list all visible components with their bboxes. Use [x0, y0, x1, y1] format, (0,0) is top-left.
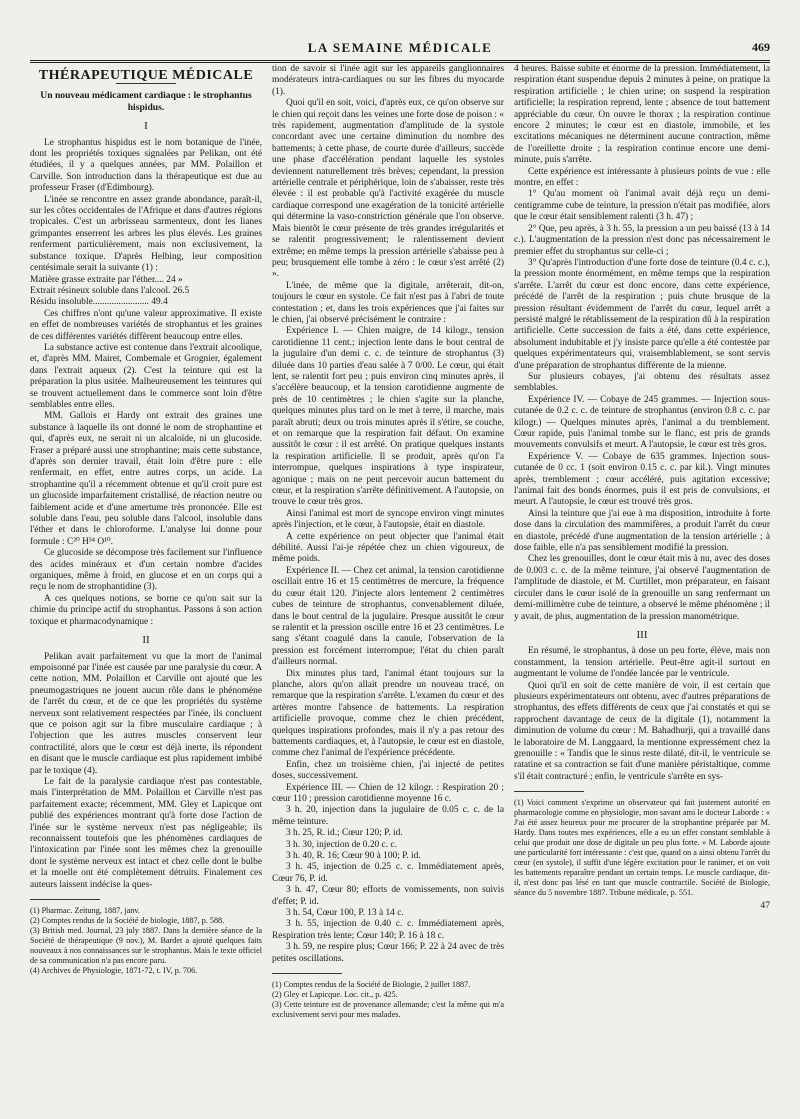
composition-line: Résidu insoluble........................ 49.4	[30, 297, 168, 308]
footnote: (2) Comptes rendus de la Société de biologie, 1887, p. 588.	[30, 916, 225, 926]
paragraph: Cette expérience est intéressante à plusieurs points de vue : elle montre, en effet :	[514, 166, 770, 189]
log-entry: 3 h. 20, injection dans la jugulaire de 0.05 c. c. de la même teinture.	[272, 805, 504, 827]
log-entry: 3 h. 45, injection de 0.25 c. c. Immédiatement après, Cœur 76, P. id.	[272, 862, 504, 884]
paragraph: Chez les grenouilles, dont le cœur était mis à nu, avec des doses de 0.003 c. c. de la même teinture, j'ai observé l'augmentation de l'amplitude de diastole, et M. Curtillet, mon préparateur, en faisant circuler dans le cœur isolé de la grenouille un sang renfermant un demi-millimètre cube de teinture, a observé le même phénomène ; il y avait, de plus, augmentation de la pression manométrique.	[514, 554, 770, 622]
section-number: III	[636, 628, 648, 641]
footnote: (1) Comptes rendus de la Société de Biologie, 2 juillet 1887.	[272, 980, 471, 990]
paragraph: Enfin, chez un troisième chien, j'ai injecté de petites doses, successivement.	[272, 759, 504, 782]
column-1	[30, 64, 262, 1084]
paragraph: Dix minutes plus tard, l'animal étant toujours sur la planche, alors qu'on allait prendre un nouveau tracé, on remarque que la respiration s'arrête. L'examen du cœur et des artères montre l'absence de battements. La respiration artificielle provoque, comme chez le chien précédent, quelques inspirations profondes, mais il n'y a pas retour des battements cardiaques, et, à l'autopsie, le cœur est en diastole, comme chez l'animal de l'expérience précédente.	[272, 668, 504, 759]
paragraph: 4 heures. Baisse subite et énorme de la pression. Immédiatement, la respiration étant suspendue depuis 2 minutes à peine, on pratique la respiration artificielle ; le chien urine; on suspend la respiration artificielle; la respiration reprend, lente ; absence de tout battement appréciable du cœur. On ouvre le thorax ; la respiration continue encore 2 minutes; le cœur est en diastole, immobile, et les excitations mécaniques ne déterminent aucune contraction, même de l'oreillette droite ; la respiration continue encore une demi-minute, puis s'arrête.	[514, 64, 770, 166]
experiment-paragraph: Expérience IV. — Cobaye de 245 grammes. — Injection sous-cutanée de 0.2 c. c. de teinture de strophantus (environ 0.8 c. c. par kilogr.) — Quelques minutes après, l'animal a du tremblement. Cœur rapide, puis l'animal tombe sur le flanc, est pris de grands mouvements convulsifs et meurt. A l'autopsie, le cœur est très gros.	[514, 394, 770, 451]
section-number: I	[144, 120, 148, 133]
header-rule-double	[30, 62, 770, 63]
footnote: (1) Voici comment s'exprime un observateur qui fait justement autorité en pharmacologie comme en physiologie, mon savant ami le docteur Laborde : « J'ai été assez heureux pour me procurer de la strophantine préparée par M. Hardy. Dans toutes mes expériences, elle a eu un effet constant semblable à celui que produit une dose de digitale un peu plus forte. » M. Laborde ajoute une particularité fort intéressante : c'est que, quand on a ainsi obtenu l'arrêt du cœur (en systole), il suffit d'une légère excitation pour le ranimer, et on voit les battements reparaître pendant un certain temps. Le muscle cardiaque, dit-il, n'est donc pas lésé en tant que muscle contractile. Société de Biologie, séance du 5 novembre 1887. Tribune médicale, p. 551.	[514, 798, 770, 898]
experiment-paragraph: Expérience III. — Chien de 12 kilogr. : Respiration 20 ; cœur 110 ; pression carotidienne moyenne 16 c.	[272, 782, 504, 804]
paragraph: tion de savoir si l'inée agit sur les appareils ganglionnaires modérateurs intra-cardiaques ou sur les fibres du myocarde (1).	[272, 64, 504, 97]
paragraph: L'inée se rencontre en assez grande abondance, paraît-il, sur les côtes occidentales de l'Afrique et dans d'autres régions tropicales. C'est un arbrisseau sarmenteux, dont les lianes grimpantes enserrent les arbres les plus élevés. Les graines renferment particulièrement, mais non exclusivement, la substance toxique. D'après Helbing, leur composition centésimale serait la suivante (1) :	[30, 194, 262, 274]
paragraph: Ainsi la teinture que j'ai eue à ma disposition, introduite à forte dose dans la circulation des mammifères, a produit l'arrêt du cœur en diastole, précédé d'une augmentation de la tension artérielle ; à dose faible, elle n'a pas sensiblement modifié la pression.	[514, 508, 770, 554]
section-title: THÉRAPEUTIQUE MÉDICALE	[38, 68, 254, 83]
footnote: (1) Pharmac. Zeitung, 1887, janv.	[30, 906, 140, 916]
column-3	[514, 64, 770, 1084]
footnote-rule	[30, 899, 100, 900]
paragraph: Sur plusieurs cobayes, j'ai obtenu des résultats assez semblables.	[514, 371, 770, 394]
section-number: II	[142, 634, 150, 647]
paragraph: Ainsi l'animal est mort de syncope environ vingt minutes après l'injection, et le cœur, à l'autopsie, était en diastole.	[272, 508, 504, 531]
log-entry: 3 h. 25, R. id.; Cœur 120; P. id.	[286, 828, 403, 839]
paragraph: Quoi qu'il en soit de cette manière de voir, il est certain que plusieurs expérimentateurs ont obtenu, avec d'autres préparations de strophantus, des effets différents de ceux que j'ai constatés et qui se rapprochent davantage de ceux de la digitale (1), notamment la diminution de volume du cœur : M. Bahadhurji, qui a travaillé dans le laboratoire de M. Langgaard, la mentionne expressément chez la grenouille : « Tandis que le sinus reste dilaté, dit-il, le ventricule se ratatine et sa contraction se fait d'une manière péristaltique, comme s'il était contracturé ; enfin, le ventricule s'arrête en sys-	[514, 680, 770, 782]
footnote-rule	[272, 973, 342, 974]
composition-line: Matière grasse extraite par l'éther.... 24 »	[30, 274, 183, 285]
paragraph: A cette expérience on peut objecter que l'animal était débilité. Aussi l'ai-je répétée chez un chien vigoureux, de même poids.	[272, 531, 504, 565]
signature-number: 47	[760, 900, 770, 912]
header-rule	[30, 60, 770, 61]
log-entry: 3 h. 55, injection de 0.40 c. c. Immédiatement après, Respiration très lente; Cœur 140; P. 16 à 18 c.	[272, 919, 504, 941]
footnote: (3) Cette teinture est de provenance allemande; c'est la même qui m'a exclusivement servi pour mes malades.	[272, 1000, 504, 1020]
footnote: (2) Gley et Lapicque. Loc. cit., p. 425.	[272, 990, 398, 1000]
log-entry: 3 h. 30, injection de 0.20 c. c.	[286, 839, 397, 850]
paragraph: A ces quelques notions, se borne ce qu'on sait sur la chimie du principe actif du strophantus. Passons à son action toxique et pharmacodynamique :	[30, 593, 262, 627]
paragraph: L'inée, de même que la digitale, arrêterait, dit-on, toujours le cœur en systole. Ce fait n'est pas à l'abri de toute contestation ; et, dans les trois expériences que j'ai faites sur le chien, j'ai observé précisément le contraire :	[272, 280, 504, 325]
paragraph: Pelikan avait parfaitement vu que la mort de l'animal empoisonné par l'inée est causée par une paralysie du cœur. A cette notion, MM. Polaillon et Carville ont ajouté que les pneumogastriques ne jouent aucun rôle dans le phénomène de l'arrêt du cœur, et de ce que les propriétés du système nerveux sont relativement respectées par l'inée, ils concluent que ce poison agit sur la fibre musculaire cardiaque ; à l'objection que les autres muscles conservent leur contractilité, alors que le cœur est déjà inerte, ils répondent en disant que le muscle cardiaque est plus rapidement imbibé par le toxique (4).	[30, 651, 262, 776]
experiment-paragraph: Expérience I. — Chien maigre, de 14 kilogr., tension carotidienne 11 cent.; injection lente dans le bout central de la jugulaire d'un demi c. c. de teinture de strophantus (3) diluée dans 10 parties d'eau salée à 7 0/00. Le cœur, qui était lent, se ralentit fort peu ; puis environ cinq minutes après, il s'accélère beaucoup, et la tension carotidienne augmente de près de 10 centimètres ; le chien s'agite sur la planche, quelques minutes plus tard on le met à terre, il marche, mais paraît abruti; deux ou trois minutes après il s'étire, se couche, et on remarque que la respiration fait défaut. On examine aussitôt le cœur : il est arrêté. On pratique quelques instants la respiration artificielle. Il se produit, après qu'on l'a interrompue, quelques inspirations à type inspirateur, agonique ; mais on ne peut percevoir aucun battement du cœur, et la respiration s'arrête définitivement. A l'autopsie, on trouve le cœur très gros.	[272, 326, 504, 508]
article-subtitle: Un nouveau médicament cardiaque : le strophantus hispidus.	[40, 90, 252, 113]
log-entry: 3 h. 47, Cœur 80; efforts de vomissements, non suivis d'effet; P. id.	[272, 885, 504, 907]
running-header	[30, 40, 770, 60]
paragraph: 3° Qu'après l'introduction d'une forte dose de teinture (0.4 c. c.), la pression monte énormément, en même temps que la respiration s'arrête. L'arrêt du cœur est donc encore, dans cette expérience, précédé de l'arrêt de la respiration ; puis chute brusque de la pression résultant évidemment de l'arrêt du cœur, lequel arrêt a persisté malgré le rétablissement de la respiration dû à la respiration artificielle. Cette succession de faits a été, dans cette expérience, absolument indubitable et j'y insiste parce qu'elle a été contestée par quelques expérimentateurs qui, vraisemblablement, se sont servis d'une préparation de strophantus différente de la mienne.	[514, 257, 770, 371]
log-entry: 3 h. 59, ne respire plus; Cœur 166; P. 22 à 24 avec de très petites oscillations.	[272, 942, 504, 964]
paragraph: 1° Qu'au moment où l'animal avait déjà reçu un demi-centigramme cube de teinture, la pression n'était pas modifiée, alors que le cœur était sensiblement ralenti (3 h. 47) ;	[514, 189, 770, 223]
paragraph: Le fait de la paralysie cardiaque n'est pas contestable, mais l'interprétation de MM. Polaillon et Carville n'est pas parfaitement exacte; récemment, MM. Gley et Lapicque ont publié des expériences montrant qu'à forte dose l'action de l'inée sur le système nerveux n'est pas négligeable; ils reconnaissent toutefois que les phénomènes cardiaques de l'intoxication par l'inée sont les mêmes chez la grenouille dont le système nerveux est intact et chez celle dont le bulbe et la moelle ont été complètement détruits. Finalement ces auteurs laissent indécise la ques-	[30, 776, 262, 890]
paragraph: Ces chiffres n'ont qu'une valeur approximative. Il existe en effet de nombreuses variétés de strophantus et les graines de ces différentes variétés diffèrent beaucoup entre elles.	[30, 308, 262, 342]
footnote: (4) Archives de Physiologie, 1871-72, t. IV, p. 706.	[30, 966, 198, 976]
paragraph: Ce glucoside se décompose très facilement sur l'influence des acides minéraux et d'un certain nombre d'acides organiques, même à froid, en glucose et en un corps qui a reçu le nom de strophantidine (3).	[30, 548, 262, 593]
title-rule	[116, 83, 176, 84]
footnote: (3) British med. Journal, 23 july 1887. Dans la dernière séance de la Société de thérapeutique (9 nov.), M. Bardet a ajouté quelques faits nouveaux à nos connaissances sur le strophantus. Mais le texte officiel de sa communication n'a pas encore paru.	[30, 926, 262, 966]
footnote-rule	[514, 791, 584, 792]
experiment-paragraph: Expérience II. — Chez cet animal, la tension carotidienne oscillait entre 16 et 15 centimètres de mercure, la fréquence du cœur était 120. J'injecte alors lentement 2 centimètres cubes de teinture de strophantus, convenablement diluée, dans le bout central de la jugulaire. Presque aussitôt le cœur se ralentit et la pression oscille entre 16 et 23 centimètres. Le sang s'étant coagulé dans la canule, l'observation de la pression est forcément interrompue; l'état du chien paraît d'ailleurs normal.	[272, 565, 504, 668]
paragraph: MM. Gallois et Hardy ont extrait des graines une substance à laquelle ils ont donné le nom de strophantine et qui, d'après eux, ne serait ni un alcaloïde, ni un glucoside. Fraser a préparé aussi une strophantine; mais cette substance, d'après son dernier travail, était loin d'être pure : elle renfermait, en effet, entre autres corps, un acide. La strophantine qu'il a récemment obtenue et qu'il croit pure est un glucoside imparfaitement cristallisé, de réaction neutre ou faiblement acide et d'une amertume très prononcée. Elle est soluble dans l'eau, peu soluble dans l'alcool, insoluble dans l'éther et dans le chloroforme. L'analyse lui donne pour formule : C²⁰ H³⁴ O¹⁰.	[30, 411, 262, 547]
composition-line: Extrait résineux soluble dans l'alcool. 26.5	[30, 285, 190, 296]
experiment-paragraph: Expérience V. — Cobaye de 635 grammes. Injection sous-cutanée de 0 cc. 1 (soit environ 0.15 c. c. par kil.). Vingt minutes après, tremblement ; cœur accéléré, puis agitation excessive; l'animal fait des bonds énormes, puis il est pris de convulsions, et meurt. A l'autopsie, le cœur est trouvé très gros.	[514, 451, 770, 508]
paragraph: 2° Que, peu après, à 3 h. 55, la pression a un peu baissé (13 à 14 c.). L'augmentation de la pression n'est donc pas nécessairement le premier effet du strophantus sur celle-ci ;	[514, 223, 770, 257]
running-title: LA SEMAINE MÉDICALE	[307, 40, 493, 55]
column-2	[272, 64, 504, 1084]
page-number: 469	[752, 40, 770, 54]
paragraph: La substance active est contenue dans l'extrait alcoolique, et, d'après MM. Mairet, Combemale et Grognier, également dans l'extrait aqueux (2). C'est la teinture qui est la préparation la plus usitée. Malheureusement les teintures qui se trouvent actuellement dans le commerce sont loin d'être semblables entre elles.	[30, 342, 262, 410]
paragraph: Le strophantus hispidus est le nom botanique de l'inée, dont les propriétés toxiques signalées par Pelikan, ont été étudiées, il y a quelques années, par MM. Polaillon et Carville. Son introduction dans la thérapeutique est due au professeur Fraser (d'Edimbourg).	[30, 137, 262, 194]
paragraph: En résumé, le strophantus, à dose un peu forte, élève, mais non constamment, la tension artérielle. Peut-être agit-il surtout en augmentant le volume de l'ondée lancée par le ventricule.	[514, 646, 770, 680]
log-entry: 3 h. 54, Cœur 100, P. 13 à 14 c.	[286, 908, 404, 919]
log-entry: 3 h. 40, R. 16; Cœur 90 à 100; P. id.	[286, 851, 421, 862]
paragraph: Quoi qu'il en soit, voici, d'après eux, ce qu'on observe sur le chien qui reçoit dans les veines une forte dose de poison : « très rapidement, augmentation d'amplitude de la systole concordant avec une certaine diminution du nombre des battements; à cette phase, de courte durée d'ailleurs, succède une phase d'accélération pendant laquelle les systoles deviennent naturellement très brèves; cependant, la pression artérielle centrale et périphérique, loin de s'abaisser, reste très élevée : il est probable qu'à l'activité exagérée du muscle cardiaque correspond une exagération de la tonicité artérielle qui détermine la vaso-constriction générale que l'on observe. Mais bientôt le cœur présente de très grandes irrégularités et se ralentit progressivement; le ralentissement devient extrême; en même temps la pression artérielle s'abaisse peu à peu; brusquement elle tombe à zéro : le cœur s'est arrêté (2) ».	[272, 98, 504, 280]
